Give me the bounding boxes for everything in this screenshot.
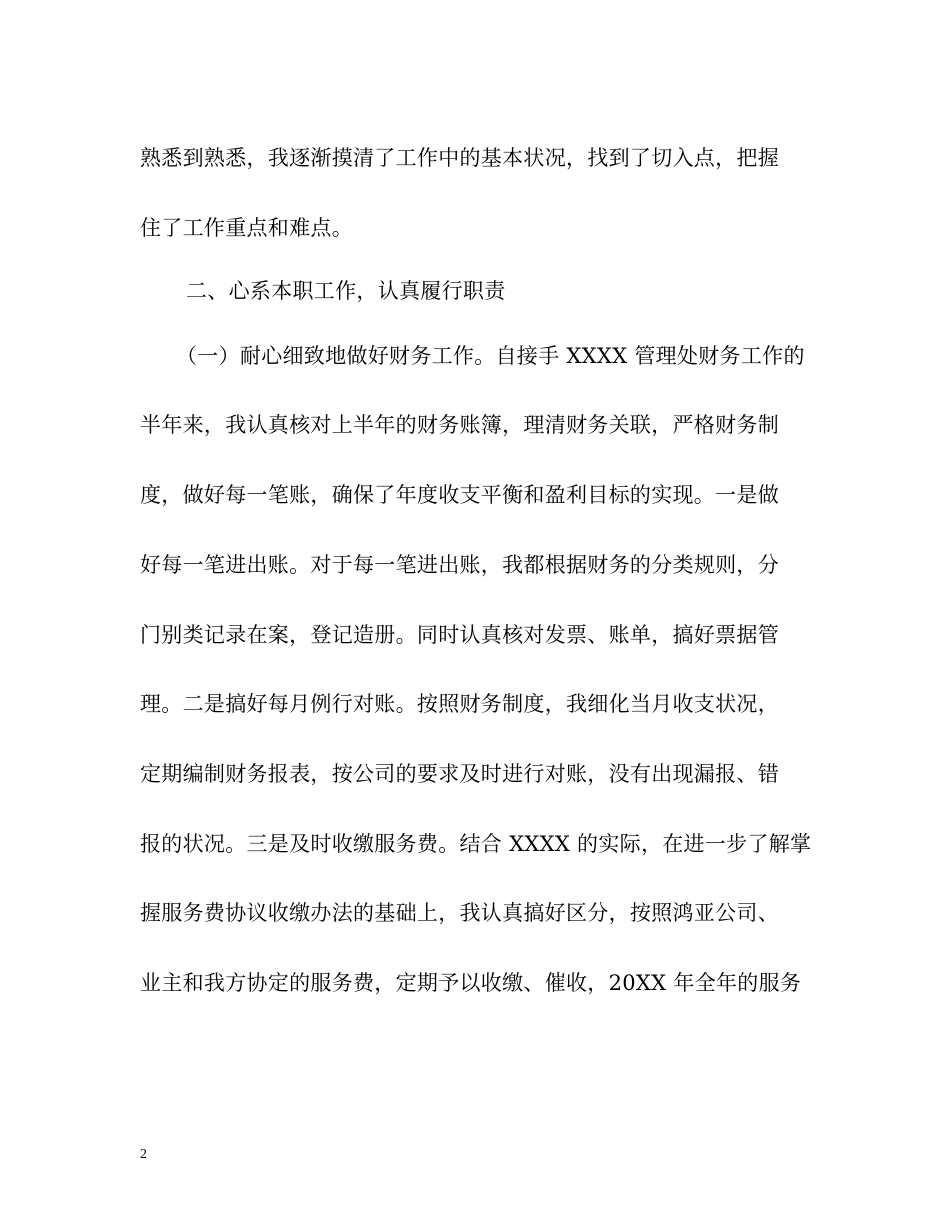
body-text-line: 理。二是搞好每月例行对账。按照财务制度，我细化当月收支状况， — [140, 692, 779, 716]
body-text-line: 业主和我方协定的服务费，定期予以收缴、催收，20XX 年全年的服务 — [140, 971, 802, 995]
body-text-line: 度，做好每一笔账，确保了年度收支平衡和盈利目标的实现。一是做 — [140, 483, 779, 507]
body-text-line: 半年来，我认真核对上半年的财务账簿，理清财务关联，严格财务制 — [140, 413, 779, 437]
body-text-line: 定期编制财务报表，按公司的要求及时进行对账，没有出现漏报、错 — [140, 762, 779, 786]
page-number: 2 — [140, 1147, 147, 1162]
body-text-line: 住了工作重点和难点。 — [140, 216, 353, 240]
body-text-line: 好每一笔进出账。对于每一笔进出账，我都根据财务的分类规则，分 — [140, 553, 779, 577]
subsection-first-line: （一）耐心细致地做好财务工作。自接手 XXXX 管理处财务工作的 — [176, 344, 805, 368]
section-heading: 二、心系本职工作，认真履行职责 — [186, 279, 506, 303]
body-text-line: 熟悉到熟悉，我逐渐摸清了工作中的基本状况，找到了切入点，把握 — [140, 146, 779, 170]
body-text-line: 门别类记录在案，登记造册。同时认真核对发票、账单，搞好票据管 — [140, 623, 779, 647]
body-text-line: 报的状况。三是及时收缴服务费。结合 XXXX 的实际，在进一步了解掌 — [140, 832, 812, 856]
body-text-line: 握服务费协议收缴办法的基础上，我认真搞好区分，按照鸿亚公司、 — [140, 901, 779, 925]
